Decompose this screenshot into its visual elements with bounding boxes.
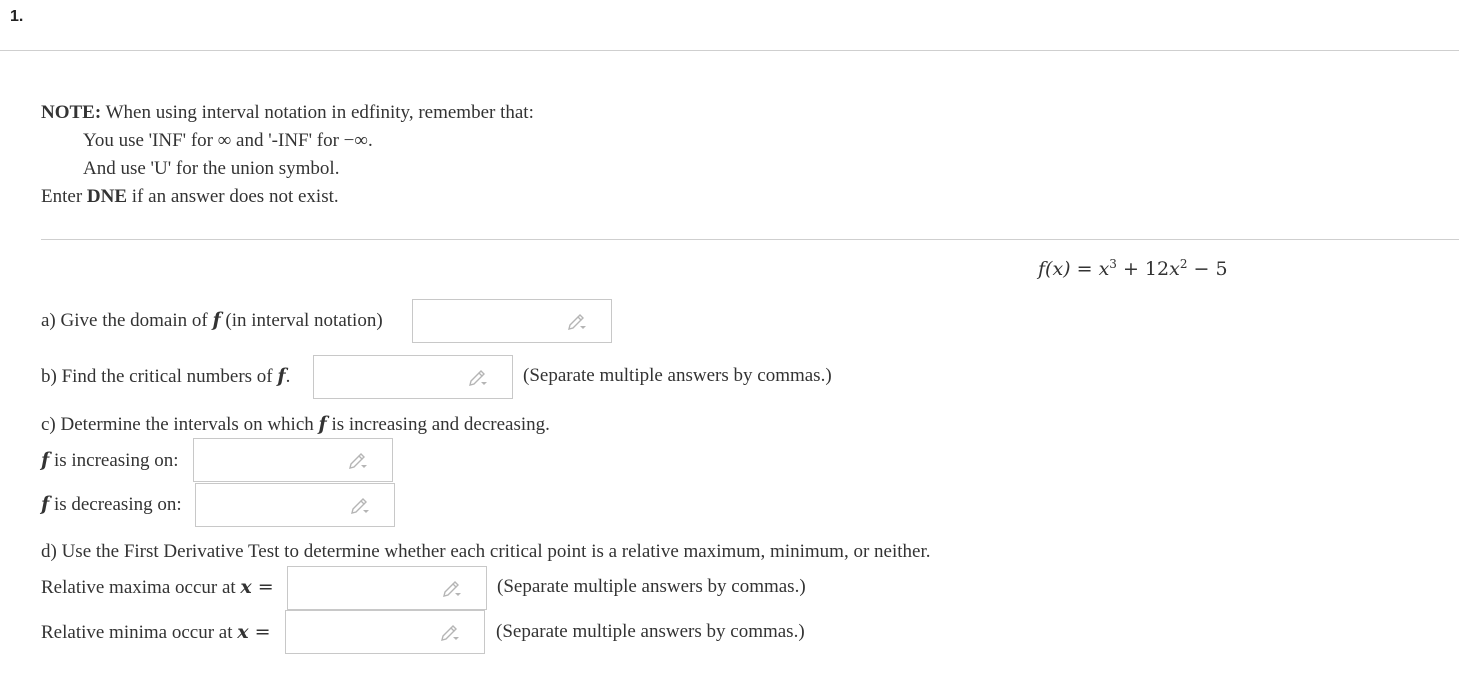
separate-hint-min: (Separate multiple answers by commas.) (496, 621, 805, 642)
pencil-edit-icon[interactable] (440, 623, 460, 641)
decreasing-interval-input[interactable] (195, 483, 395, 527)
separate-hint-b: (Separate multiple answers by commas.) (523, 365, 832, 386)
pencil-edit-icon[interactable] (350, 496, 370, 514)
note-dne-line: Enter DNE if an answer does not exist. (41, 186, 339, 207)
relative-maxima-input[interactable] (287, 566, 487, 610)
pencil-edit-icon[interactable] (468, 368, 488, 386)
part-b-label: b) Find the critical numbers of f. (41, 365, 291, 387)
pencil-edit-icon[interactable] (567, 312, 587, 330)
note-union-line: And use 'U' for the union symbol. (83, 158, 340, 179)
increasing-interval-input[interactable] (193, 438, 393, 482)
part-c-label: c) Determine the intervals on which f is increasing and decreasing. (41, 413, 550, 435)
pencil-edit-icon[interactable] (442, 579, 462, 597)
minima-label: Relative minima occur at x = (41, 621, 271, 643)
maxima-label: Relative maxima occur at x = (41, 576, 274, 598)
relative-minima-input[interactable] (285, 610, 485, 654)
part-d-label: d) Use the First Derivative Test to determine whether each critical point is a relative maximum, minimum, or neither. (41, 541, 931, 562)
increasing-label: f is increasing on: (41, 449, 179, 471)
note-label: NOTE: (41, 102, 102, 123)
function-definition: $f(x) = x^3 + 12x^2 - 5$ (1038, 257, 1228, 280)
top-divider (0, 50, 1459, 51)
note-inf-line: You use 'INF' for ∞ and '-INF' for −∞. (83, 130, 373, 151)
pencil-edit-icon[interactable] (348, 451, 368, 469)
critical-numbers-input[interactable] (313, 355, 513, 399)
separate-hint-max: (Separate multiple answers by commas.) (497, 576, 806, 597)
note-intro: NOTE: When using interval notation in edfinity, remember that: (41, 102, 534, 123)
question-number: 1. (10, 8, 24, 25)
domain-answer-input[interactable] (412, 299, 612, 343)
part-a-label: a) Give the domain of f (in interval notation) (41, 309, 383, 331)
decreasing-label: f is decreasing on: (41, 493, 182, 515)
section-divider (41, 239, 1459, 240)
